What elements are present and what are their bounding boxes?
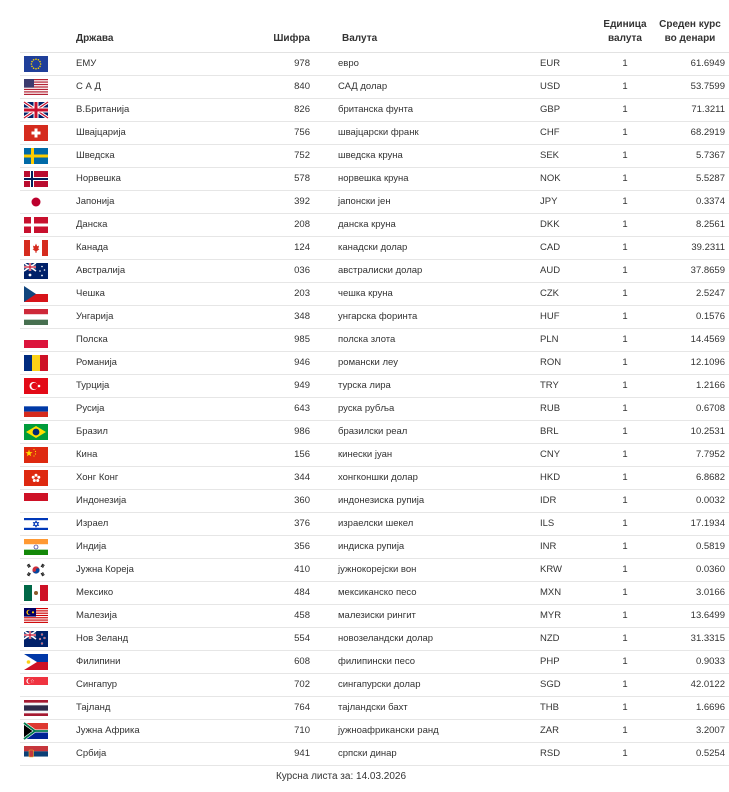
flag-in-icon: [24, 539, 48, 555]
numeric-code: 124: [216, 236, 324, 259]
currency-unit: 1: [599, 282, 651, 305]
average-rate: 0.0360: [651, 558, 729, 581]
numeric-code: 392: [216, 190, 324, 213]
numeric-code: 348: [216, 305, 324, 328]
flag-cell: [20, 742, 64, 765]
country-name: Сингапур: [64, 673, 216, 696]
table-row: [20, 144, 729, 167]
currency-iso: KRW: [536, 558, 599, 581]
country-name: Шведска: [64, 144, 216, 167]
numeric-code: 840: [216, 75, 324, 98]
currency-unit: 1: [599, 305, 651, 328]
currency-iso: SGD: [536, 673, 599, 696]
currency-name: руска рубља: [324, 397, 536, 420]
flag-cell: [20, 144, 64, 167]
currency-iso: CNY: [536, 443, 599, 466]
flag-jp-icon: [24, 194, 48, 210]
flag-cell: [20, 374, 64, 397]
currency-unit: 1: [599, 52, 651, 75]
currency-iso: INR: [536, 535, 599, 558]
currency-iso: HKD: [536, 466, 599, 489]
average-rate: 53.7599: [651, 75, 729, 98]
flag-cell: [20, 512, 64, 535]
currency-iso: IDR: [536, 489, 599, 512]
table-row: [20, 121, 729, 144]
currency-unit: 1: [599, 351, 651, 374]
table-row: [20, 535, 729, 558]
flag-ro-icon: [24, 355, 48, 371]
table-row: [20, 305, 729, 328]
flag-hu-icon: [24, 309, 48, 325]
currency-unit: 1: [599, 650, 651, 673]
flag-cell: [20, 52, 64, 75]
header-currency: Валута: [324, 0, 536, 52]
flag-cell: [20, 305, 64, 328]
flag-cell: [20, 190, 64, 213]
currency-iso: RUB: [536, 397, 599, 420]
currency-name: филипински песо: [324, 650, 536, 673]
currency-unit: 1: [599, 213, 651, 236]
currency-iso: JPY: [536, 190, 599, 213]
currency-iso: DKK: [536, 213, 599, 236]
country-name: Австралија: [64, 259, 216, 282]
currency-iso: TRY: [536, 374, 599, 397]
flag-cell: [20, 696, 64, 719]
currency-iso: PHP: [536, 650, 599, 673]
currency-unit: 1: [599, 535, 651, 558]
numeric-code: 949: [216, 374, 324, 397]
header-code: Шифра: [216, 0, 324, 52]
flag-cz-icon: [24, 286, 48, 302]
average-rate: 42.0122: [651, 673, 729, 696]
average-rate: 68.2919: [651, 121, 729, 144]
average-rate: 0.5819: [651, 535, 729, 558]
flag-cell: [20, 420, 64, 443]
table-row: [20, 75, 729, 98]
currency-unit: 1: [599, 443, 651, 466]
numeric-code: 344: [216, 466, 324, 489]
flag-tr-icon: [24, 378, 48, 394]
average-rate: 0.5254: [651, 742, 729, 765]
table-row: [20, 397, 729, 420]
currency-unit: 1: [599, 121, 651, 144]
country-name: Малезија: [64, 604, 216, 627]
currency-name: данска круна: [324, 213, 536, 236]
flag-mx-icon: [24, 585, 48, 601]
flag-cell: [20, 535, 64, 558]
flag-cell: [20, 98, 64, 121]
average-rate: 3.0166: [651, 581, 729, 604]
average-rate: 61.6949: [651, 52, 729, 75]
flag-nz-icon: [24, 631, 48, 647]
country-name: Јужна Кореја: [64, 558, 216, 581]
currency-name: британска фунта: [324, 98, 536, 121]
currency-iso: NZD: [536, 627, 599, 650]
table-row: [20, 98, 729, 121]
country-name: Русија: [64, 397, 216, 420]
table-row: [20, 673, 729, 696]
currency-name: турска лира: [324, 374, 536, 397]
flag-dk-icon: [24, 217, 48, 233]
country-name: Јапонија: [64, 190, 216, 213]
currency-unit: 1: [599, 696, 651, 719]
currency-iso: SEK: [536, 144, 599, 167]
average-rate: 5.7367: [651, 144, 729, 167]
flag-cell: [20, 627, 64, 650]
currency-unit: 1: [599, 397, 651, 420]
currency-name: јапонски јен: [324, 190, 536, 213]
currency-unit: 1: [599, 673, 651, 696]
table-body: [20, 52, 729, 765]
flag-cell: [20, 213, 64, 236]
currency-unit: 1: [599, 98, 651, 121]
country-name: Данска: [64, 213, 216, 236]
currency-iso: AUD: [536, 259, 599, 282]
currency-name: норвешка круна: [324, 167, 536, 190]
currency-name: мексиканско песо: [324, 581, 536, 604]
average-rate: 0.3374: [651, 190, 729, 213]
country-name: Чешка: [64, 282, 216, 305]
flag-cell: [20, 719, 64, 742]
currency-unit: 1: [599, 236, 651, 259]
currency-iso: ILS: [536, 512, 599, 535]
flag-cell: [20, 443, 64, 466]
currency-unit: 1: [599, 742, 651, 765]
currency-name: романски леу: [324, 351, 536, 374]
table-row: [20, 512, 729, 535]
currency-name: јужнокорејски вон: [324, 558, 536, 581]
currency-unit: 1: [599, 558, 651, 581]
average-rate: 6.8682: [651, 466, 729, 489]
flag-gb-icon: [24, 102, 48, 118]
table-row: [20, 696, 729, 719]
flag-ph-icon: [24, 654, 48, 670]
currency-unit: 1: [599, 719, 651, 742]
average-rate: 2.5247: [651, 282, 729, 305]
numeric-code: 356: [216, 535, 324, 558]
numeric-code: 826: [216, 98, 324, 121]
currency-iso: RON: [536, 351, 599, 374]
currency-unit: 1: [599, 420, 651, 443]
country-name: Турција: [64, 374, 216, 397]
table-row: [20, 742, 729, 765]
table-row: [20, 190, 729, 213]
average-rate: 17.1934: [651, 512, 729, 535]
flag-id-icon: [24, 493, 48, 509]
currency-name: бразилски реал: [324, 420, 536, 443]
country-name: Полска: [64, 328, 216, 351]
currency-unit: 1: [599, 328, 651, 351]
currency-iso: PLN: [536, 328, 599, 351]
flag-cell: [20, 167, 64, 190]
numeric-code: 941: [216, 742, 324, 765]
currency-iso: CHF: [536, 121, 599, 144]
table-row: [20, 627, 729, 650]
header-unit: Единица валута: [599, 0, 651, 52]
average-rate: 0.6708: [651, 397, 729, 420]
flag-ca-icon: [24, 240, 48, 256]
table-row: [20, 650, 729, 673]
numeric-code: 985: [216, 328, 324, 351]
country-name: Унгарија: [64, 305, 216, 328]
table-row: [20, 351, 729, 374]
currency-iso: EUR: [536, 52, 599, 75]
numeric-code: 458: [216, 604, 324, 627]
country-name: Филипини: [64, 650, 216, 673]
average-rate: 8.2561: [651, 213, 729, 236]
average-rate: 5.5287: [651, 167, 729, 190]
country-name: Израел: [64, 512, 216, 535]
flag-cell: [20, 673, 64, 696]
currency-name: малезиски рингит: [324, 604, 536, 627]
numeric-code: 946: [216, 351, 324, 374]
flag-cell: [20, 121, 64, 144]
flag-za-icon: [24, 723, 48, 739]
numeric-code: 156: [216, 443, 324, 466]
currency-unit: 1: [599, 75, 651, 98]
header-iso: [536, 0, 599, 52]
country-name: Мексико: [64, 581, 216, 604]
currency-name: САД долар: [324, 75, 536, 98]
numeric-code: 376: [216, 512, 324, 535]
country-name: Индија: [64, 535, 216, 558]
exchange-rate-table: [20, 0, 729, 766]
currency-name: чешка круна: [324, 282, 536, 305]
numeric-code: 978: [216, 52, 324, 75]
average-rate: 37.8659: [651, 259, 729, 282]
currency-name: канадски долар: [324, 236, 536, 259]
country-name: Нов Зеланд: [64, 627, 216, 650]
numeric-code: 554: [216, 627, 324, 650]
currency-iso: HUF: [536, 305, 599, 328]
country-name: Канада: [64, 236, 216, 259]
flag-cell: [20, 558, 64, 581]
average-rate: 0.1576: [651, 305, 729, 328]
average-rate: 39.2311: [651, 236, 729, 259]
currency-iso: MYR: [536, 604, 599, 627]
header-rate: Среден курс во денари: [651, 0, 729, 52]
numeric-code: 608: [216, 650, 324, 673]
table-row: [20, 719, 729, 742]
currency-unit: 1: [599, 144, 651, 167]
currency-name: тајландски бахт: [324, 696, 536, 719]
currency-iso: THB: [536, 696, 599, 719]
country-name: Индонезија: [64, 489, 216, 512]
currency-unit: 1: [599, 167, 651, 190]
average-rate: 12.1096: [651, 351, 729, 374]
country-name: ЕМУ: [64, 52, 216, 75]
numeric-code: 203: [216, 282, 324, 305]
numeric-code: 752: [216, 144, 324, 167]
flag-cell: [20, 282, 64, 305]
flag-cell: [20, 581, 64, 604]
flag-my-icon: [24, 608, 48, 624]
table-row: [20, 282, 729, 305]
table-row: [20, 213, 729, 236]
flag-cell: [20, 236, 64, 259]
average-rate: 0.0032: [651, 489, 729, 512]
flag-cell: [20, 466, 64, 489]
currency-name: индонезиска рупија: [324, 489, 536, 512]
rate-date-footer: Курсна листа за: 14.03.2026: [275, 771, 407, 782]
currency-name: сингапурски долар: [324, 673, 536, 696]
currency-unit: 1: [599, 604, 651, 627]
table-row: [20, 489, 729, 512]
header-flag: [20, 0, 64, 52]
currency-name: индиска рупија: [324, 535, 536, 558]
country-name: Бразил: [64, 420, 216, 443]
currency-name: шведска круна: [324, 144, 536, 167]
currency-name: израелски шекел: [324, 512, 536, 535]
average-rate: 14.4569: [651, 328, 729, 351]
flag-ru-icon: [24, 401, 48, 417]
average-rate: 71.3211: [651, 98, 729, 121]
table-row: [20, 52, 729, 75]
average-rate: 3.2007: [651, 719, 729, 742]
numeric-code: 710: [216, 719, 324, 742]
currency-iso: BRL: [536, 420, 599, 443]
flag-eu-icon: [24, 56, 48, 72]
numeric-code: 578: [216, 167, 324, 190]
average-rate: 31.3315: [651, 627, 729, 650]
table-row: [20, 466, 729, 489]
numeric-code: 764: [216, 696, 324, 719]
numeric-code: 208: [216, 213, 324, 236]
flag-hk-icon: [24, 470, 48, 486]
flag-cell: [20, 489, 64, 512]
flag-rs-icon: [24, 746, 48, 762]
table-row: [20, 420, 729, 443]
country-name: Швајцарија: [64, 121, 216, 144]
currency-name: швајцарски франк: [324, 121, 536, 144]
flag-pl-icon: [24, 332, 48, 348]
numeric-code: 702: [216, 673, 324, 696]
flag-cell: [20, 259, 64, 282]
currency-iso: NOK: [536, 167, 599, 190]
country-name: В.Британија: [64, 98, 216, 121]
currency-iso: USD: [536, 75, 599, 98]
table-row: [20, 236, 729, 259]
country-name: Норвешка: [64, 167, 216, 190]
average-rate: 10.2531: [651, 420, 729, 443]
table-row: [20, 167, 729, 190]
currency-iso: CZK: [536, 282, 599, 305]
currency-unit: 1: [599, 581, 651, 604]
flag-th-icon: [24, 700, 48, 716]
flag-cell: [20, 75, 64, 98]
numeric-code: 036: [216, 259, 324, 282]
currency-name: евро: [324, 52, 536, 75]
currency-name: јужноафрикански ранд: [324, 719, 536, 742]
numeric-code: 484: [216, 581, 324, 604]
flag-se-icon: [24, 148, 48, 164]
currency-unit: 1: [599, 259, 651, 282]
header-row: [20, 0, 729, 52]
flag-cell: [20, 328, 64, 351]
currency-name: хонгконшки долар: [324, 466, 536, 489]
country-name: Тајланд: [64, 696, 216, 719]
currency-unit: 1: [599, 374, 651, 397]
currency-iso: GBP: [536, 98, 599, 121]
country-name: Хонг Конг: [64, 466, 216, 489]
country-name: Романија: [64, 351, 216, 374]
currency-iso: CAD: [536, 236, 599, 259]
table-header: [20, 0, 729, 52]
flag-au-icon: [24, 263, 48, 279]
flag-no-icon: [24, 171, 48, 187]
flag-ch-icon: [24, 125, 48, 141]
currency-iso: ZAR: [536, 719, 599, 742]
average-rate: 0.9033: [651, 650, 729, 673]
table-row: [20, 443, 729, 466]
numeric-code: 360: [216, 489, 324, 512]
numeric-code: 986: [216, 420, 324, 443]
flag-cell: [20, 397, 64, 420]
numeric-code: 756: [216, 121, 324, 144]
table-row: [20, 259, 729, 282]
country-name: С А Д: [64, 75, 216, 98]
table-row: [20, 374, 729, 397]
currency-name: српски динар: [324, 742, 536, 765]
currency-unit: 1: [599, 627, 651, 650]
flag-cell: [20, 604, 64, 627]
flag-br-icon: [24, 424, 48, 440]
table-row: [20, 604, 729, 627]
numeric-code: 410: [216, 558, 324, 581]
currency-unit: 1: [599, 512, 651, 535]
flag-cell: [20, 650, 64, 673]
currency-name: австралиски долар: [324, 259, 536, 282]
average-rate: 1.6696: [651, 696, 729, 719]
currency-iso: RSD: [536, 742, 599, 765]
average-rate: 1.2166: [651, 374, 729, 397]
currency-unit: 1: [599, 466, 651, 489]
currency-unit: 1: [599, 489, 651, 512]
table-row: [20, 581, 729, 604]
currency-iso: MXN: [536, 581, 599, 604]
flag-cell: [20, 351, 64, 374]
table-row: [20, 558, 729, 581]
numeric-code: 643: [216, 397, 324, 420]
average-rate: 13.6499: [651, 604, 729, 627]
currency-unit: 1: [599, 190, 651, 213]
flag-il-icon: [24, 516, 48, 532]
flag-cn-icon: [24, 447, 48, 463]
currency-name: новозеландски долар: [324, 627, 536, 650]
header-country: Држава: [64, 0, 216, 52]
country-name: Јужна Африка: [64, 719, 216, 742]
country-name: Кина: [64, 443, 216, 466]
average-rate: 7.7952: [651, 443, 729, 466]
flag-sg-icon: [24, 677, 48, 693]
currency-name: кинески јуан: [324, 443, 536, 466]
currency-name: унгарска форинта: [324, 305, 536, 328]
table-row: [20, 328, 729, 351]
flag-kr-icon: [24, 562, 48, 578]
currency-name: полска злота: [324, 328, 536, 351]
country-name: Србија: [64, 742, 216, 765]
flag-us-icon: [24, 79, 48, 95]
